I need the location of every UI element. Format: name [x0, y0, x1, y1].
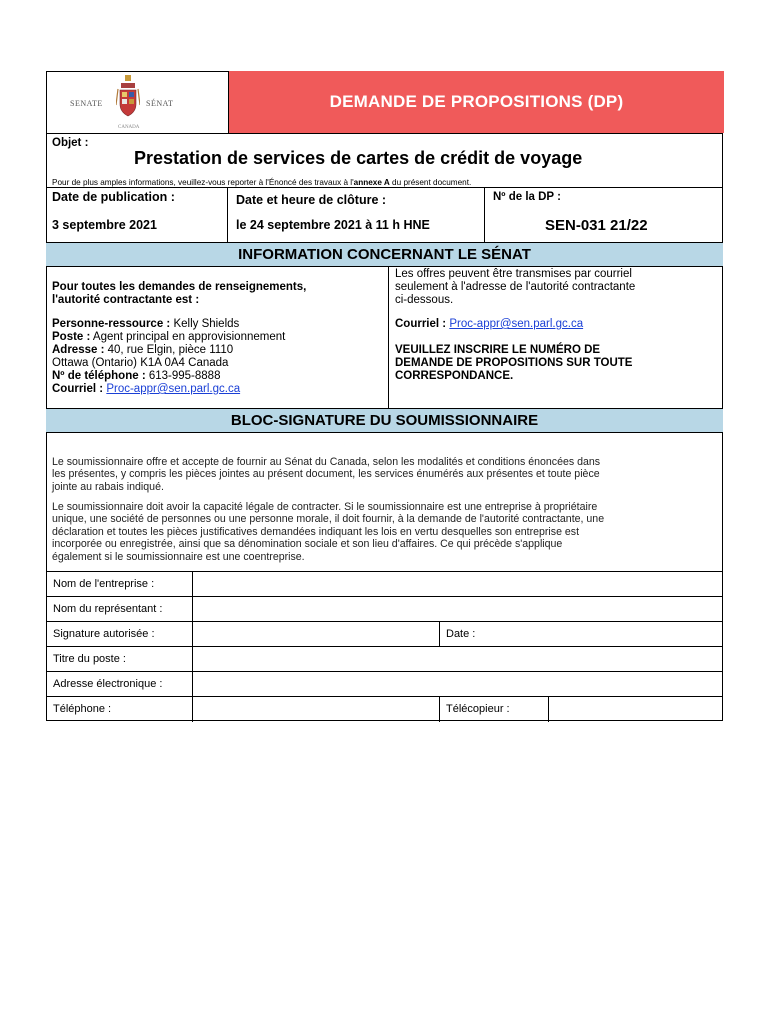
- rfp-form: [46, 71, 723, 721]
- phone-row: [46, 696, 723, 721]
- bidder-fields: [46, 571, 723, 721]
- publication-value: 3 septembre 2021: [52, 218, 157, 232]
- objet-section: [46, 133, 723, 189]
- contact-email-link[interactable]: Proc-appr@sen.parl.gc.ca: [106, 383, 241, 395]
- objet-note: Pour de plus amples informations, veuillez-vous reporter à l'Énoncé des travaux à l'annexe A du présent document.: [52, 178, 472, 187]
- adresse-line: Adresse : 40, rue Elgin, pièce 1110: [52, 344, 234, 356]
- email-input[interactable]: [192, 672, 723, 697]
- senate-info-section: [46, 267, 723, 408]
- date-cell: [439, 622, 723, 647]
- objet-value: Prestation de services de cartes de crédit de voyage: [134, 148, 583, 168]
- representative-row: [46, 596, 723, 621]
- logo-senate-text: SENATE: [70, 99, 103, 108]
- dp-label: Nº de la DP :: [493, 191, 561, 203]
- notice-line-1: VEUILLEZ INSCRIRE LE NUMÉRO DE: [395, 344, 601, 356]
- city-line: Ottawa (Ontario) K1A 0A4 Canada: [52, 357, 229, 369]
- notice-line-2: DEMANDE DE PROPOSITIONS SUR TOUTE: [395, 357, 633, 369]
- dp-value: SEN-031 21/22: [545, 217, 648, 234]
- email-label: Adresse électronique :: [53, 678, 163, 690]
- logo-senat-text: SÉNAT: [146, 99, 174, 108]
- submission-email-link[interactable]: Proc-appr@sen.parl.gc.ca: [449, 318, 584, 330]
- senate-info-heading: INFORMATION CONCERNANT LE SÉNAT: [46, 242, 723, 267]
- intro-line-1: Pour toutes les demandes de renseignements,: [52, 281, 307, 293]
- signature-label: Signature autorisée :: [53, 628, 155, 640]
- logo-canada-text: CANADA: [118, 125, 140, 130]
- publication-cell: [46, 188, 228, 242]
- intro-line-2: l'autorité contractante est :: [52, 294, 200, 306]
- submission-column: [389, 267, 723, 408]
- email-line: Courriel : Proc-appr@sen.parl.gc.ca: [52, 383, 241, 395]
- company-label: Nom de l'entreprise :: [53, 578, 155, 590]
- signature-row: [46, 621, 723, 646]
- right-email-line: Courriel : Proc-appr@sen.parl.gc.ca: [395, 318, 584, 330]
- date-input[interactable]: [510, 622, 724, 647]
- notice-line-3: CORRESPONDANCE.: [395, 370, 514, 382]
- date-label: Date :: [446, 628, 476, 640]
- terms-paragraph-1: Le soumissionnaire offre et accepte de fournir au Sénat du Canada, selon les modalités et conditions énoncées dans les présentes, y compris les pièces jointes au présent document, les services énumérés aux présentes et toute pièce jointe au rabais indiqué.: [52, 456, 601, 493]
- objet-label: Objet :: [52, 137, 89, 149]
- closing-value: le 24 septembre 2021 à 11 h HNE: [236, 218, 430, 232]
- coat-of-arms-icon: [116, 75, 140, 127]
- representative-label: Nom du représentant :: [53, 603, 163, 615]
- closing-cell: [228, 188, 485, 242]
- job-title-row: [46, 646, 723, 671]
- fax-input[interactable]: [548, 697, 724, 722]
- right-line-2: seulement à l'adresse de l'autorité contractante: [395, 281, 636, 293]
- document-title: DEMANDE DE PROPOSITIONS (DP): [228, 71, 724, 133]
- terms-paragraph-2: Le soumissionnaire doit avoir la capacité légale de contracter. Si le soumissionnaire est une entreprise à propriétaire unique, une société de personnes ou une personne morale, il doit fournir, à la demande de l'autorité contractante, une déclaration et toutes les pièces justificatives demandées indiquant les lois en vertu desquelles son entreprise est incorporée ou enregistrée, ainsi que sa dénomination sociale et son lieu d'affaires. Ce qui précède s'applique également si le soumissionnaire est une coentreprise.: [52, 501, 605, 563]
- publication-label: Date de publication :: [52, 190, 175, 204]
- fax-label: Télécopieur :: [446, 703, 510, 715]
- senate-logo: [46, 71, 228, 133]
- phone-label: Téléphone :: [53, 703, 112, 715]
- signature-input[interactable]: [192, 622, 439, 647]
- poste-line: Poste : Agent principal en approvisionnement: [52, 331, 286, 343]
- phone-input[interactable]: [192, 697, 439, 722]
- closing-label: Date et heure de clôture :: [236, 193, 387, 207]
- contact-column: [46, 267, 389, 408]
- signature-heading: BLOC-SIGNATURE DU SOUMISSIONNAIRE: [46, 408, 723, 433]
- contact-line: Personne-ressource : Kelly Shields: [52, 318, 240, 330]
- company-row: [46, 571, 723, 596]
- right-line-3: ci-dessous.: [395, 294, 454, 306]
- company-input[interactable]: [192, 572, 723, 597]
- phone-line: Nº de téléphone : 613-995-8888: [52, 370, 221, 382]
- dates-section: [46, 187, 723, 241]
- job-title-label: Titre du poste :: [53, 653, 126, 665]
- job-title-input[interactable]: [192, 647, 723, 672]
- email-row: [46, 671, 723, 696]
- dp-cell: [485, 188, 723, 242]
- fax-cell: [439, 697, 723, 722]
- representative-input[interactable]: [192, 597, 723, 622]
- right-line-1: Les offres peuvent être transmises par courriel: [395, 268, 632, 280]
